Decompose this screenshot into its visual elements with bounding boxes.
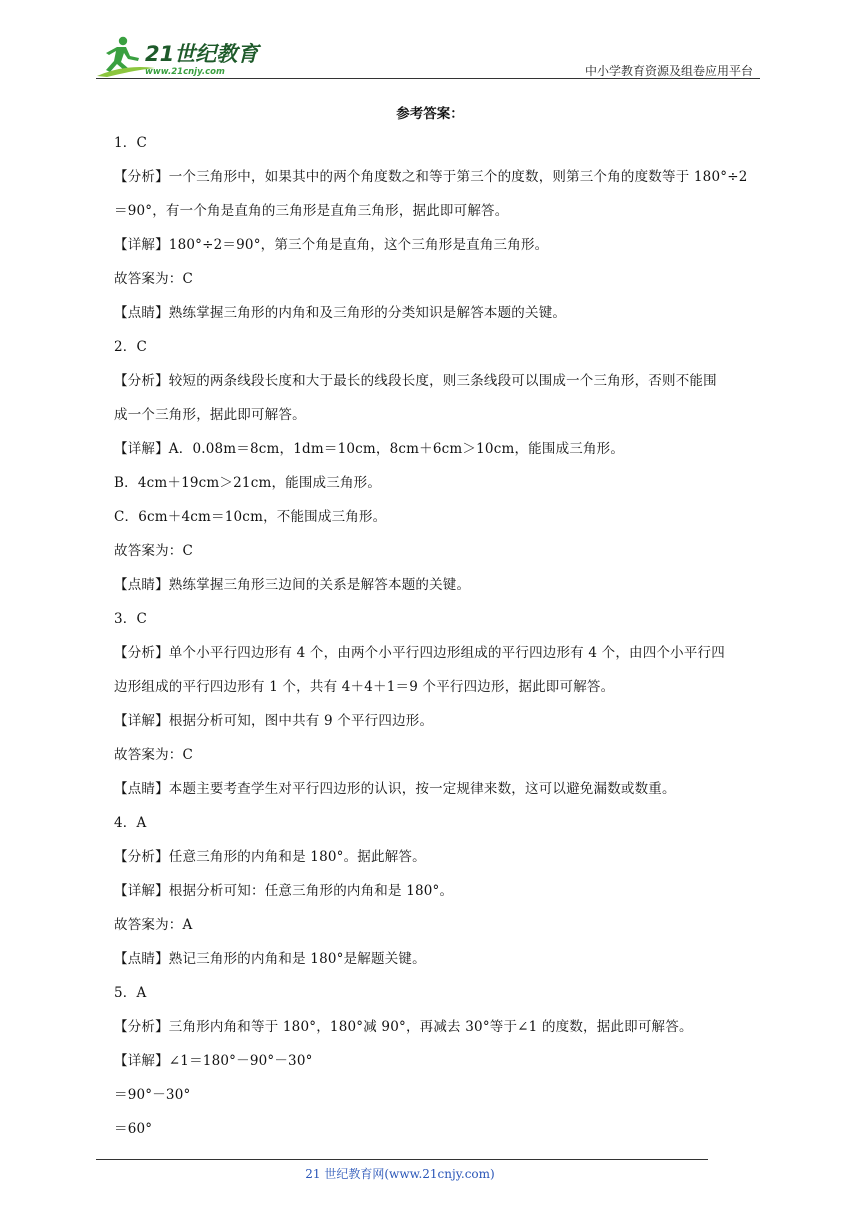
text-line: 【详解】180°÷2＝90°，第三个角是直角，这个三角形是直角三角形。 [114, 237, 549, 253]
text-line: 【分析】任意三角形的内角和是 180°。据此解答。 [114, 849, 426, 865]
text-line: 故答案为：C [114, 543, 194, 559]
page-title: 参考答案： [396, 106, 464, 122]
text-line: 【分析】一个三角形中，如果其中的两个角度数之和等于第三个的度数，则第三个角的度数等于 180°÷2 [114, 169, 748, 185]
text-line: C．6cm＋4cm＝10cm，不能围成三角形。 [114, 509, 387, 525]
text-line: 【点睛】本题主要考查学生对平行四边形的认识，按一定规律来数，这可以避免漏数或数重。 [114, 781, 676, 797]
text-line: ＝60° [114, 1121, 153, 1137]
answer-content [114, 126, 766, 1146]
text-line: 故答案为：C [114, 747, 194, 763]
text-line: 2．C [114, 339, 148, 355]
logo-text: 21世纪教育 [145, 42, 259, 66]
header-divider [96, 78, 760, 79]
footer-link[interactable]: 21 世纪教育网(www.21cnjy.com) [305, 1167, 495, 1181]
text-line: ＝90°，有一个角是直角的三角形是直角三角形，据此即可解答。 [114, 203, 509, 219]
text-line: 【点睛】熟记三角形的内角和是 180°是解题关键。 [114, 951, 426, 967]
text-line: B．4cm＋19cm＞21cm，能围成三角形。 [114, 475, 382, 491]
text-line: 【点睛】熟练掌握三角形的内角和及三角形的分类知识是解答本题的关键。 [114, 305, 567, 321]
text-line: 故答案为：A [114, 917, 193, 933]
text-line: 边形组成的平行四边形有 1 个，共有 4＋4＋1＝9 个平行四边形，据此即可解答。 [114, 679, 615, 695]
text-line: 【分析】三角形内角和等于 180°，180°减 90°，再减去 30°等于∠1 的度数，据此即可解答。 [114, 1019, 693, 1035]
text-line: 成一个三角形，据此即可解答。 [114, 407, 306, 423]
text-line: 1．C [114, 135, 148, 151]
text-line: 【分析】单个小平行四边形有 4 个，由两个小平行四边形组成的平行四边形有 4 个，由四个小平行四 [114, 645, 725, 661]
logo-url: www.21cnjy.com [145, 67, 225, 77]
text-line: 故答案为：C [114, 271, 194, 287]
text-line: ＝90°－30° [114, 1087, 191, 1103]
header-platform-text: 中小学教育资源及组卷应用平台 [584, 64, 753, 78]
text-line: 【详解】A．0.08m＝8cm，1dm＝10cm，8cm＋6cm＞10cm，能围成三角形。 [114, 441, 625, 457]
footer-divider [96, 1159, 708, 1160]
text-line: 3．C [114, 611, 148, 627]
logo [95, 34, 265, 78]
text-line: 【详解】∠1＝180°－90°－30° [114, 1053, 313, 1069]
text-line: 4．A [114, 815, 147, 831]
text-line: 【分析】较短的两条线段长度和大于最长的线段长度，则三条线段可以围成一个三角形，否则不能围 [114, 373, 717, 389]
text-line: 【详解】根据分析可知，图中共有 9 个平行四边形。 [114, 713, 434, 729]
page-header [0, 0, 860, 80]
text-line: 【点睛】熟练掌握三角形三边间的关系是解答本题的关键。 [114, 577, 471, 593]
text-line: 【详解】根据分析可知：任意三角形的内角和是 180°。 [114, 883, 454, 899]
text-line: 5．A [114, 985, 147, 1001]
